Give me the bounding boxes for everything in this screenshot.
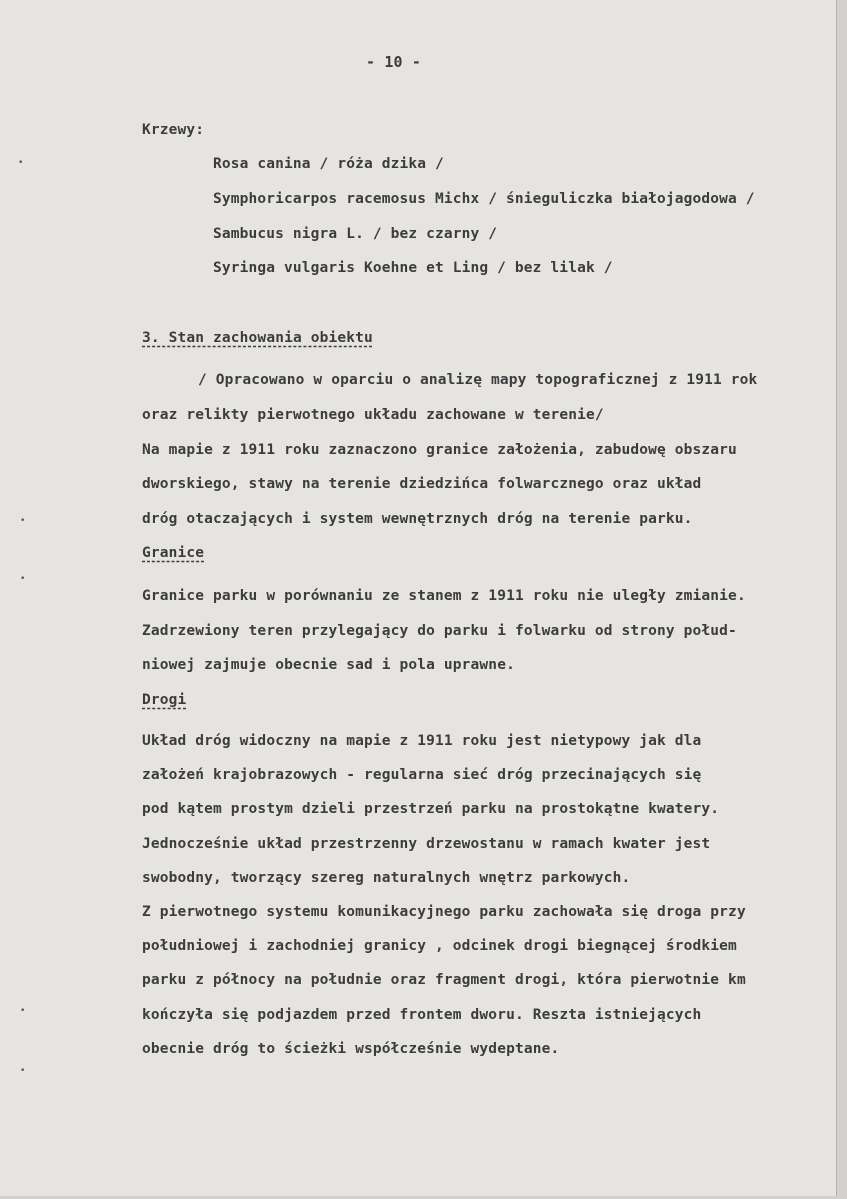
roads-line: Układ dróg widoczny na mapie z 1911 roku jest nietypowy jak dla (142, 733, 702, 749)
borders-heading: Granice (142, 545, 205, 561)
paragraph-line: dworskiego, stawy na terenie dziedzińca folwarcznego oraz układ (142, 476, 702, 492)
margin-dot: • (18, 158, 24, 168)
roads-line: Jednocześnie układ przestrzenny drzewostanu w ramach kwater jest (142, 836, 711, 852)
roads-line: południowej i zachodniej granicy , odcinek drogi biegnącej środkiem (142, 938, 737, 954)
paragraph-line: dróg otaczających i system wewnętrznych dróg na terenie parku. (142, 511, 693, 527)
roads-line: swobodny, tworzący szereg naturalnych wnętrz parkowych. (142, 870, 631, 886)
borders-line: Granice parku w porównaniu ze stanem z 1911 roku nie uległy zmianie. (142, 588, 746, 604)
margin-dot: • (20, 1006, 26, 1016)
roads-heading: Drogi (142, 692, 187, 708)
margin-dot: • (20, 574, 26, 584)
shrub-item: Sambucus nigra L. / bez czarny / (213, 226, 498, 242)
shrubs-heading: Krzewy: (142, 122, 205, 138)
borders-line: Zadrzewiony teren przylegający do parku i folwarku od strony połud- (142, 623, 737, 639)
margin-dot: • (20, 516, 26, 526)
roads-line: kończyła się podjazdem przed frontem dworu. Reszta istniejących (142, 1007, 702, 1023)
intro-line: oraz relikty pierwotnego układu zachowane w terenie/ (142, 407, 604, 423)
roads-line: założeń krajobrazowych - regularna sieć dróg przecinających się (142, 767, 702, 783)
margin-dot: • (20, 1066, 26, 1076)
roads-line: pod kątem prostym dzieli przestrzeń parku na prostokątne kwatery. (142, 801, 720, 817)
shrub-item: Symphoricarpos racemosus Michx / śnieguliczka białojagodowa / (213, 191, 755, 207)
intro-line: / Opracowano w oparciu o analizę mapy topograficznej z 1911 rok (198, 372, 758, 388)
page-number: - 10 - (366, 53, 422, 71)
paragraph-line: Na mapie z 1911 roku zaznaczono granice założenia, zabudowę obszaru (142, 442, 737, 458)
section-title: 3. Stan zachowania obiektu (142, 330, 373, 346)
roads-line: obecnie dróg to ścieżki współcześnie wydeptane. (142, 1041, 560, 1057)
roads-line: parku z północy na południe oraz fragment drogi, która pierwotnie km (142, 972, 746, 988)
shrub-item: Syringa vulgaris Koehne et Ling / bez lilak / (213, 260, 613, 276)
shrub-item: Rosa canina / róża dzika / (213, 156, 444, 172)
roads-line: Z pierwotnego systemu komunikacyjnego parku zachowała się droga przy (142, 904, 746, 920)
borders-line: niowej zajmuje obecnie sad i pola uprawne. (142, 657, 515, 673)
